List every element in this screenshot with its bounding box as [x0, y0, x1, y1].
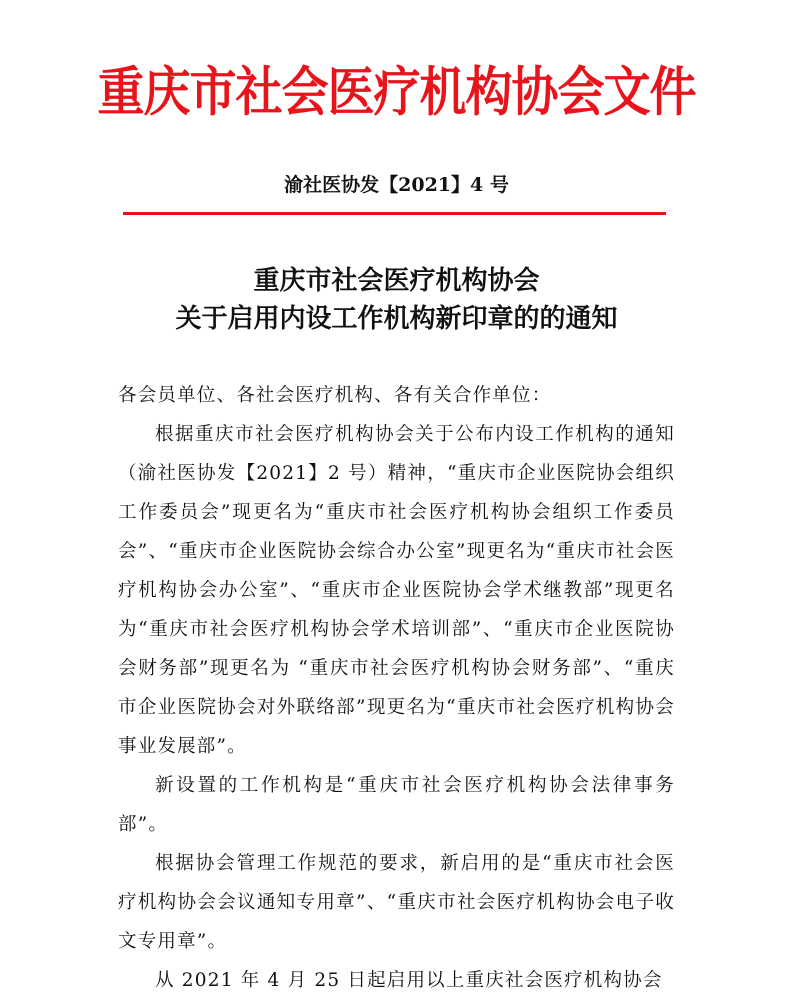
document-masthead: 重庆市社会医疗机构协会文件	[97, 61, 696, 124]
body-paragraph: 根据协会管理工作规范的要求，新启用的是“重庆市社会医疗机构协会会议通知专用章”、“重庆市社会医疗机构协会电子收文专用章”。	[118, 853, 675, 952]
body-paragraph: 从 2021 年 4 月 25 日起启用以上重庆社会医疗机构协会	[155, 970, 663, 991]
document-number: 渝社医协发【2021】4 号	[284, 174, 509, 196]
body-paragraph: 根据重庆市社会医疗机构协会关于公布内设工作机构的通知（渝社医协发【2021】2 号）精神，“重庆市企业医院协会组织工作委员会”现更名为“重庆市社会医疗机构协会组织工作委员会”、“重庆市企业医院协会综合办公室”现更名为“重庆市社会医疗机构协会办公室”、“重庆市企业医院协会学术继教部”现更名为“重庆市社会医疗机构协会学术培训部”、“重庆市企业医院协会财务部”现更名为 “重庆市社会医疗机构协会财务部”、“重庆市企业医院协会对外联络部”现更名为“重庆市社会医疗机构协会事业发展部”。	[118, 424, 675, 757]
title-line-2: 关于启用内设工作机构新印章的的通知	[175, 304, 618, 334]
document-body	[118, 376, 675, 1000]
salutation: 各会员单位、各社会医疗机构、各有关合作单位：	[118, 385, 552, 406]
title-line-1: 重庆市社会医疗机构协会	[253, 266, 540, 296]
red-divider-line	[123, 212, 666, 215]
document-title	[0, 262, 793, 338]
body-paragraph: 新设置的工作机构是“重庆市社会医疗机构协会法律事务部”。	[118, 775, 675, 835]
